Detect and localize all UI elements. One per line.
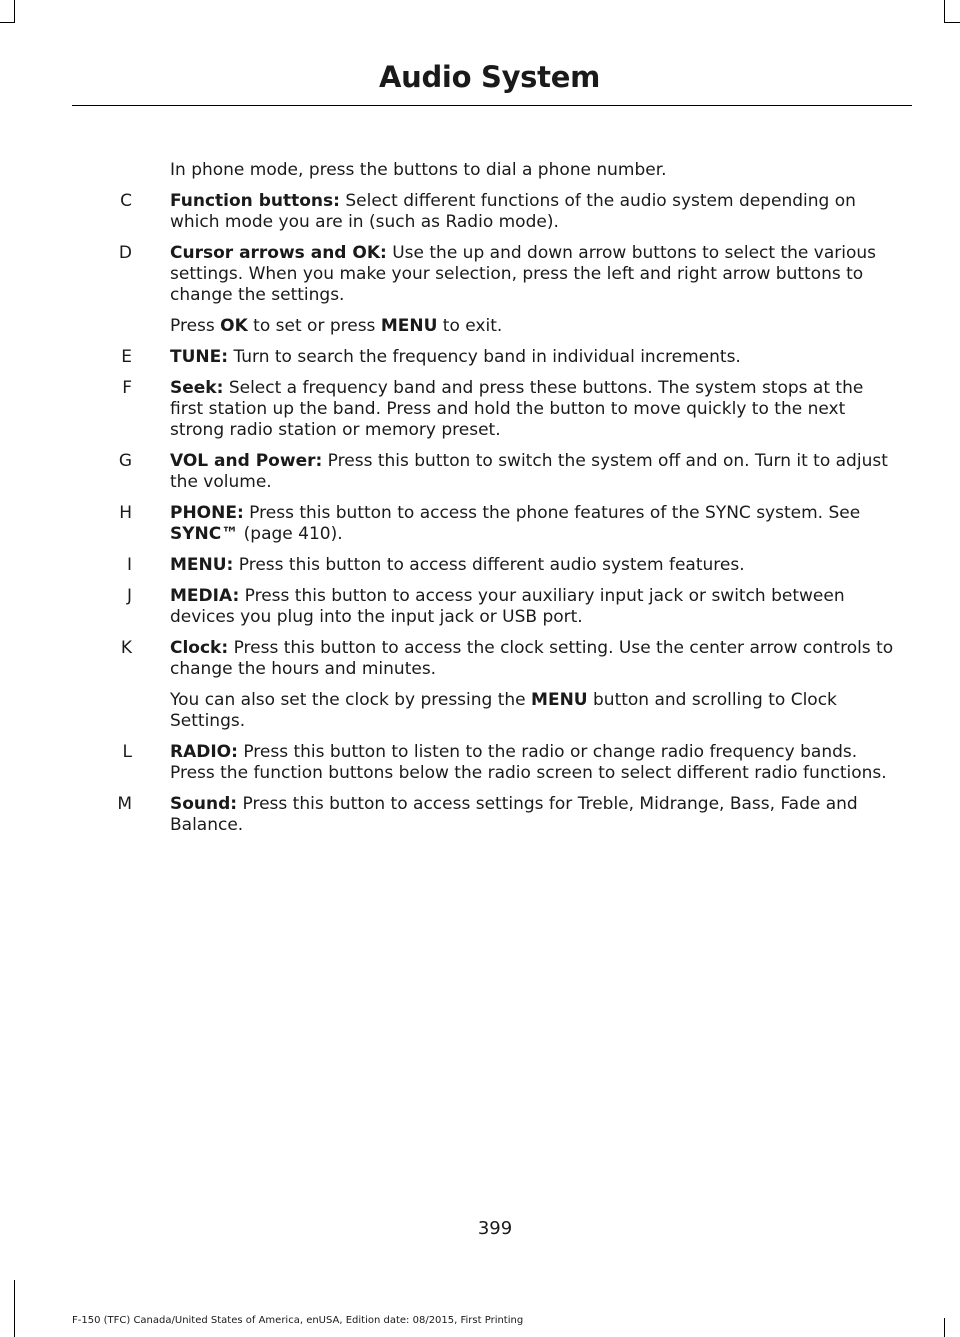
list-item bbox=[0, 555, 900, 576]
entry-text: button and scrolling to Clock Settings. bbox=[170, 690, 837, 731]
entry-term: OK bbox=[220, 316, 248, 336]
list-item bbox=[0, 742, 900, 784]
entry-text: Press this button to access different audio system features. bbox=[233, 555, 745, 575]
entry-text: to exit. bbox=[437, 316, 503, 336]
entry-text: In phone mode, press the buttons to dial a phone number. bbox=[170, 160, 667, 180]
entry-term: Clock: bbox=[170, 638, 229, 658]
entry-text: You can also set the clock by pressing the bbox=[170, 690, 532, 710]
entry-list bbox=[0, 160, 960, 846]
edition-footer: F-150 (TFC) Canada/United States of America, enUSA, Edition date: 08/2015, First Printing bbox=[72, 1315, 524, 1326]
entry-key: J bbox=[126, 586, 132, 606]
entry-key: I bbox=[126, 555, 132, 575]
entry-term: Cursor arrows and OK: bbox=[170, 243, 387, 263]
entry-text: to set or press bbox=[247, 316, 381, 336]
entry-key: L bbox=[122, 742, 132, 762]
entry-term: MEDIA: bbox=[170, 586, 240, 606]
list-item bbox=[0, 243, 900, 306]
list-item bbox=[0, 586, 900, 628]
entry-term: MENU bbox=[380, 316, 438, 336]
crop-mark bbox=[944, 1318, 945, 1337]
list-item bbox=[0, 451, 900, 493]
entry-term: PHONE: bbox=[170, 503, 244, 523]
entry-term: Seek: bbox=[170, 378, 224, 398]
entry-key: M bbox=[117, 794, 132, 814]
list-item bbox=[0, 378, 900, 441]
list-item bbox=[0, 794, 900, 836]
entry-text: Use the up and down arrow buttons to select the various settings. When you make your selection, press the left and right arrow buttons to change the settings. bbox=[170, 243, 876, 305]
entry-term: TUNE: bbox=[170, 347, 229, 367]
list-item bbox=[0, 347, 900, 368]
entry-text: Press bbox=[170, 316, 221, 336]
list-item bbox=[0, 160, 900, 181]
cross-reference: SYNC™ bbox=[170, 524, 239, 544]
entry-term: MENU bbox=[531, 690, 588, 710]
crop-mark bbox=[944, 22, 960, 23]
crop-mark bbox=[0, 22, 15, 23]
entry-key: F bbox=[122, 378, 132, 398]
entry-key: H bbox=[119, 503, 132, 523]
list-item bbox=[0, 503, 900, 545]
list-item bbox=[0, 638, 900, 680]
entry-text: Press this button to access settings for Treble, Midrange, Bass, Fade and Balance. bbox=[170, 794, 858, 835]
entry-text: Press this button to access your auxiliary input jack or switch between devices you plug into the input jack or USB port. bbox=[170, 586, 845, 627]
entry-key: C bbox=[120, 191, 132, 211]
entry-text: Press this button to access the phone features of the SYNC system. See bbox=[243, 503, 861, 523]
entry-key: K bbox=[120, 638, 132, 658]
entry-term: Function buttons: bbox=[170, 191, 340, 211]
list-item bbox=[0, 191, 900, 233]
list-item bbox=[0, 316, 900, 337]
entry-term: MENU: bbox=[170, 555, 234, 575]
entry-text: Turn to search the frequency band in individual increments. bbox=[228, 347, 741, 367]
entry-text: Select different functions of the audio system depending on which mode you are in (such as Radio mode). bbox=[170, 191, 856, 232]
list-item bbox=[0, 690, 900, 732]
crop-mark bbox=[944, 0, 945, 22]
entry-text: Press this button to switch the system off and on. Turn it to adjust the volume. bbox=[170, 451, 888, 492]
entry-term: RADIO: bbox=[170, 742, 238, 762]
page-number: 399 bbox=[477, 1218, 513, 1239]
crop-mark bbox=[14, 0, 15, 22]
entry-key: D bbox=[118, 243, 132, 263]
entry-term: Sound: bbox=[170, 794, 238, 814]
entry-key: G bbox=[118, 451, 132, 471]
page-title: Audio System bbox=[378, 60, 600, 94]
entry-text: Press this button to listen to the radio or change radio frequency bands. Press the function buttons below the radio screen to select different radio functions. bbox=[170, 742, 887, 783]
crop-mark bbox=[14, 1280, 15, 1337]
entry-text: (page 410). bbox=[238, 524, 343, 544]
entry-key: E bbox=[121, 347, 132, 367]
entry-text: Select a frequency band and press these buttons. The system stops at the first station up the band. Press and hold the button to move quickly to the next strong radio station or memory preset. bbox=[170, 378, 864, 440]
header-divider bbox=[72, 105, 912, 106]
entry-term: VOL and Power: bbox=[170, 451, 323, 471]
entry-text: Press this button to access the clock setting. Use the center arrow controls to change the hours and minutes. bbox=[170, 638, 894, 679]
